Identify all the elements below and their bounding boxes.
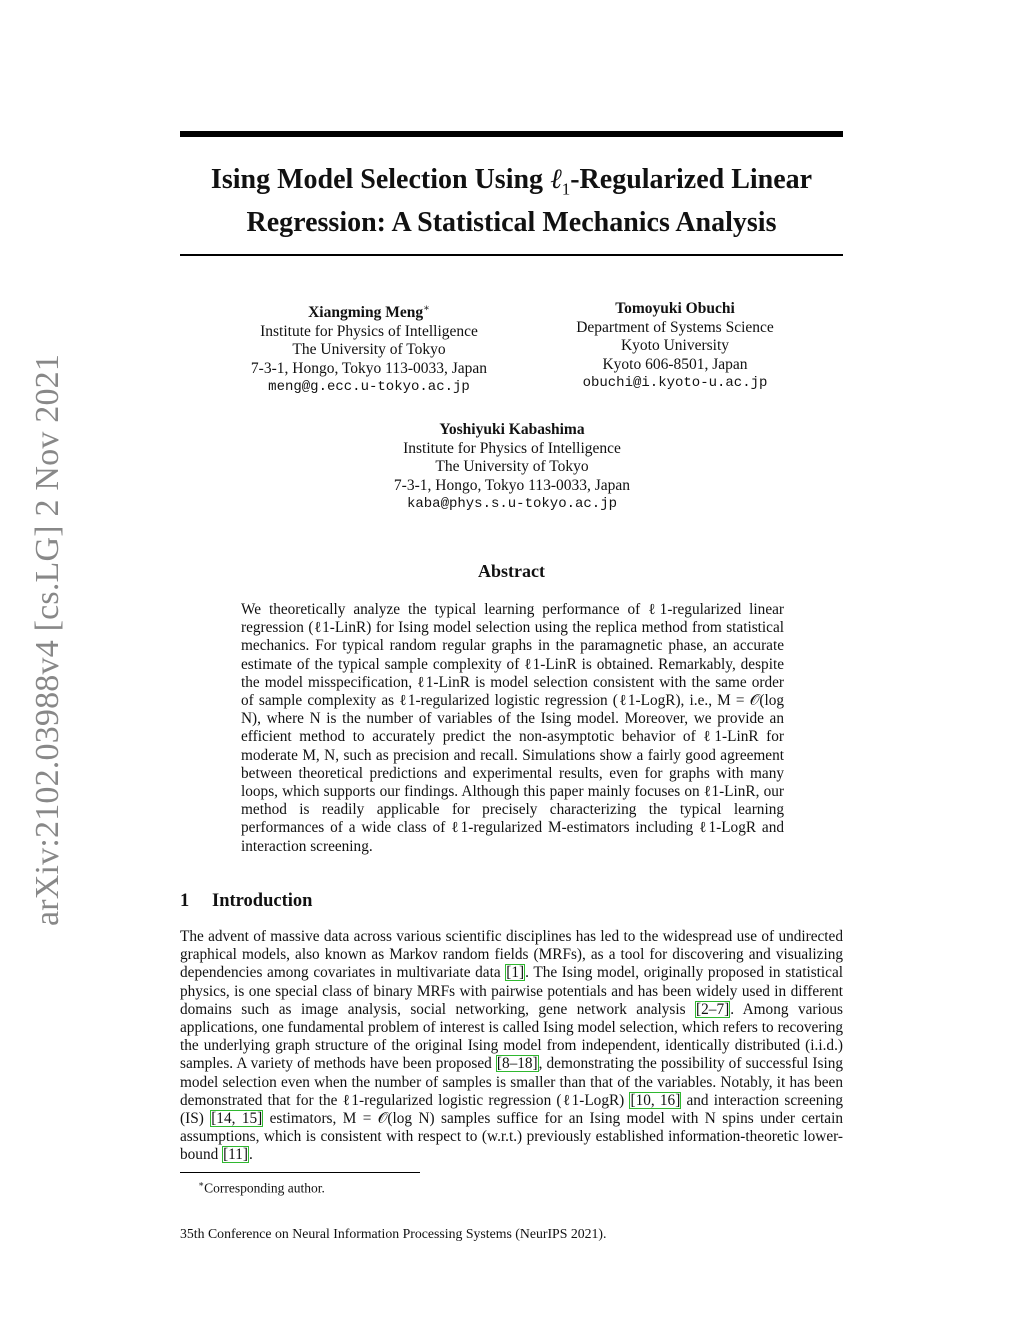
- intro-text: . Among various applications, one fundamental problem of interest is called Ising model selection, which refers to recovering the underlying graph structure of the original Ising model from independent, identically distributed (i.i.d.) samples. A variety of methods have been proposed: [180, 1000, 843, 1073]
- title-rule-top: [180, 131, 843, 137]
- citation-link[interactable]: [11]: [223, 1146, 248, 1164]
- author-affiliation: The University of Tokyo: [292, 341, 446, 359]
- title-line1-a: Ising Model Selection Using: [210, 164, 551, 195]
- author-email[interactable]: kaba@phys.s.u-tokyo.ac.jp: [406, 496, 618, 512]
- citation-link[interactable]: [10, 16]: [630, 1091, 681, 1109]
- section-title: Introduction: [212, 891, 313, 911]
- abstract-heading: Abstract: [478, 561, 545, 581]
- author-affiliation: Kyoto 606-8501, Japan: [602, 355, 748, 373]
- author-affiliation: The University of Tokyo: [435, 458, 589, 475]
- abstract-body: We theoretically analyze the typical learning performance of ℓ1-regularized linear regression (ℓ1-LinR) for Ising model selection using the replica method from statistical mechanics. For typical random regular graphs in the paramagnetic phase, an accurate estimate of the typical sample complexity of ℓ1-LinR is obtained. Remarkably, despite the model misspecification, ℓ1-LinR is model selection consistent with the same order of sample complexity as ℓ1-regularized logistic regression (ℓ1-LogR), i.e., M = 𝒪(log N), where N is the number of variables of the Ising model. Moreover, we provide an efficient method to accurately predict the non-asymptotic behavior of ℓ1-LinR for moderate M, N, such as precision and recall. Simulations show a fairly good agreement between theoretical predictions and experimental results, even for graphs with many loops, which supports our findings. Although this paper mainly focuses on ℓ1-LinR, our method is readily applicable for precisely characterizing the typical learning performances of a wide class of ℓ1-regularized M-estimators including ℓ1-LogR and interaction screening.: [241, 601, 784, 855]
- author-affiliation: 7-3-1, Hongo, Tokyo 113-0033, Japan: [250, 359, 488, 377]
- author-affiliation: Kyoto University: [620, 337, 730, 354]
- venue-footer: 35th Conference on Neural Information Processing Systems (NeurIPS 2021).: [180, 1226, 607, 1241]
- author-affiliation: Department of Systems Science: [576, 318, 774, 336]
- footnote-text: Corresponding author.: [204, 1180, 325, 1196]
- intro-text: , demonstrating the possibility of successful Ising model selection even when the number of samples is smaller than that of the variables. Notably, it has been demonstrated that for the ℓ1-regularized logistic regression (ℓ1-LogR): [180, 1055, 843, 1109]
- title-line1-b: -Regularized Linear: [570, 164, 813, 195]
- intro-text: and interaction screening (IS): [180, 1091, 844, 1128]
- author-name: Yoshiyuki Kabashima: [439, 421, 585, 438]
- intro-text: estimators, M = 𝒪(log N) samples suffice for an Ising model with N spins under certain assumptions, which is consistent with respect to (w.r.t.) previously established information-theoretic lower-bound: [180, 1110, 843, 1164]
- title-ell: ℓ: [550, 164, 562, 195]
- footnote: [198, 1179, 325, 1197]
- arxiv-stamp: arXiv:2102.03988v4 [cs.LG] 2 Nov 2021: [29, 353, 66, 927]
- author-name: Tomoyuki Obuchi: [615, 300, 735, 317]
- footnote-mark: ∗: [198, 1179, 205, 1189]
- author-affiliation: 7-3-1, Hongo, Tokyo 113-0033, Japan: [393, 476, 631, 494]
- citation-link[interactable]: [14, 15]: [211, 1110, 263, 1128]
- intro-text: The advent of massive data across various scientific disciplines has led to the widespread use of undirected graphical models, also known as Markov random fields (MRFs), as a tool for discovering and visualizing dependencies among covariates in multivariate data: [180, 928, 843, 982]
- intro-text: .: [249, 1146, 253, 1164]
- section-number: 1: [180, 891, 190, 911]
- author-name: Xiangming Meng: [308, 304, 424, 322]
- footnote-rule: [180, 1172, 420, 1173]
- author-email[interactable]: obuchi@i.kyoto-u.ac.jp: [582, 375, 768, 391]
- title-line2: Regression: A Statistical Mechanics Analysis: [246, 206, 777, 238]
- author-block-obuchi: [535, 300, 815, 393]
- author-affiliation: Institute for Physics of Intelligence: [403, 439, 621, 457]
- paper-title: [180, 163, 843, 239]
- author-affiliation: Institute for Physics of Intelligence: [260, 322, 478, 340]
- section-heading-introduction: [180, 891, 312, 912]
- author-block-meng: [229, 300, 509, 397]
- citation-link[interactable]: [1]: [506, 964, 525, 982]
- introduction-paragraph: [180, 928, 843, 1165]
- citation-link[interactable]: [2–7]: [696, 1000, 730, 1018]
- title-ell-sub: 1: [561, 179, 571, 199]
- title-rule-bottom: [180, 254, 843, 256]
- author-email[interactable]: meng@g.ecc.u-tokyo.ac.jp: [268, 379, 470, 396]
- author-mark: ∗: [423, 303, 430, 314]
- intro-text: . The Ising model, originally proposed in statistical physics, is one special class of binary MRFs with pairwise potentials and has been widely used in different domains such as image analysis, social networking, gene network analysis: [180, 964, 843, 1018]
- citation-link[interactable]: [8–18]: [496, 1055, 538, 1073]
- author-block-kabashima: [362, 421, 662, 514]
